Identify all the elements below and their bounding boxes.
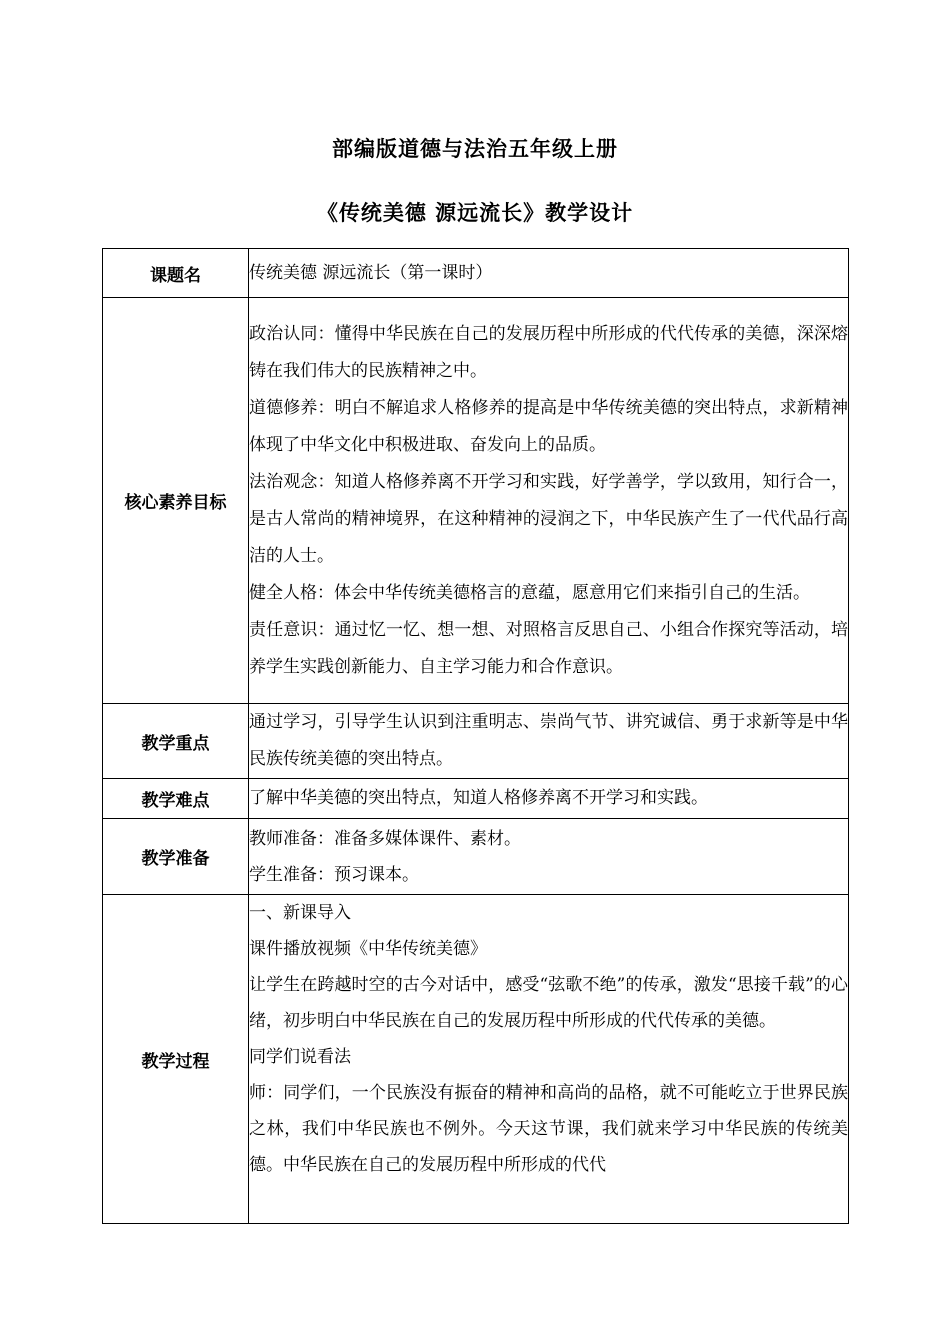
paragraph: 传统美德 源远流长（第一课时） (249, 262, 493, 283)
paragraph: 一、新课导入 (249, 903, 351, 923)
table-row-preparation (103, 819, 849, 895)
paragraph: 师：同学们，一个民族没有振奋的精神和高尚的品格，就不可能屹立于世界民族之林，我们中华民族也不例外。今天这节课，我们就来学习中华民族的传统美德。中华民族在自己的发展历程中所形成的代代 (249, 1083, 848, 1175)
table-row-process (103, 895, 849, 1224)
lesson-plan-table (102, 248, 849, 1224)
document-title: 部编版道德与法治五年级上册 (332, 137, 618, 161)
row-label-core-goals: 核心素养目标 (103, 298, 249, 704)
paragraph: 课件播放视频《中华传统美德》 (249, 939, 487, 959)
row-content-preparation (249, 819, 849, 895)
paragraph: 法治观念：知道人格修养离不开学习和实践，好学善学，学以致用，知行合一，是古人常尚的精神境界，在这种精神的浸润之下，中华民族产生了一代代品行高洁的人士。 (249, 471, 848, 566)
paragraph: 同学们说看法 (249, 1047, 351, 1067)
document-subtitle: 《传统美德 源远流长》教学设计 (316, 201, 634, 225)
paragraph: 健全人格：体会中华传统美德格言的意蕴，愿意用它们来指引自己的生活。 (249, 582, 810, 603)
row-label-process: 教学过程 (103, 895, 249, 1224)
paragraph: 学生准备：预习课本。 (249, 864, 419, 885)
row-content-core-goals (249, 298, 849, 704)
row-label-key-points: 教学重点 (103, 704, 249, 779)
table-row-key-points (103, 704, 849, 779)
row-content-difficulties (249, 779, 849, 819)
paragraph: 了解中华美德的突出特点，知道人格修养离不开学习和实践。 (249, 788, 708, 808)
table-row-topic (103, 249, 849, 298)
paragraph: 责任意识：通过忆一忆、想一想、对照格言反思自己、小组合作探究等活动，培养学生实践创新能力、自主学习能力和合作意识。 (249, 619, 848, 677)
row-label-difficulties: 教学难点 (103, 779, 249, 819)
paragraph: 政治认同：懂得中华民族在自己的发展历程中所形成的代代传承的美德，深深熔铸在我们伟大的民族精神之中。 (249, 323, 848, 381)
row-content-process (249, 895, 849, 1224)
paragraph: 道德修养：明白不解追求人格修养的提高是中华传统美德的突出特点，求新精神体现了中华文化中积极进取、奋发向上的品质。 (249, 397, 848, 455)
row-label-topic: 课题名 (103, 249, 249, 298)
table-row-difficulties (103, 779, 849, 819)
row-content-key-points (249, 704, 849, 779)
table-row-core-goals (103, 298, 849, 704)
row-content-topic (249, 249, 849, 298)
paragraph: 让学生在跨越时空的古今对话中，感受“弦歌不绝”的传承，激发“思接千载”的心绪，初步明白中华民族在自己的发展历程中所形成的代代传承的美德。 (249, 975, 848, 1031)
row-label-preparation: 教学准备 (103, 819, 249, 895)
paragraph: 通过学习，引导学生认识到注重明志、崇尚气节、讲究诚信、勇于求新等是中华民族传统美德的突出特点。 (249, 712, 848, 769)
paragraph: 教师准备：准备多媒体课件、素材。 (249, 828, 521, 849)
